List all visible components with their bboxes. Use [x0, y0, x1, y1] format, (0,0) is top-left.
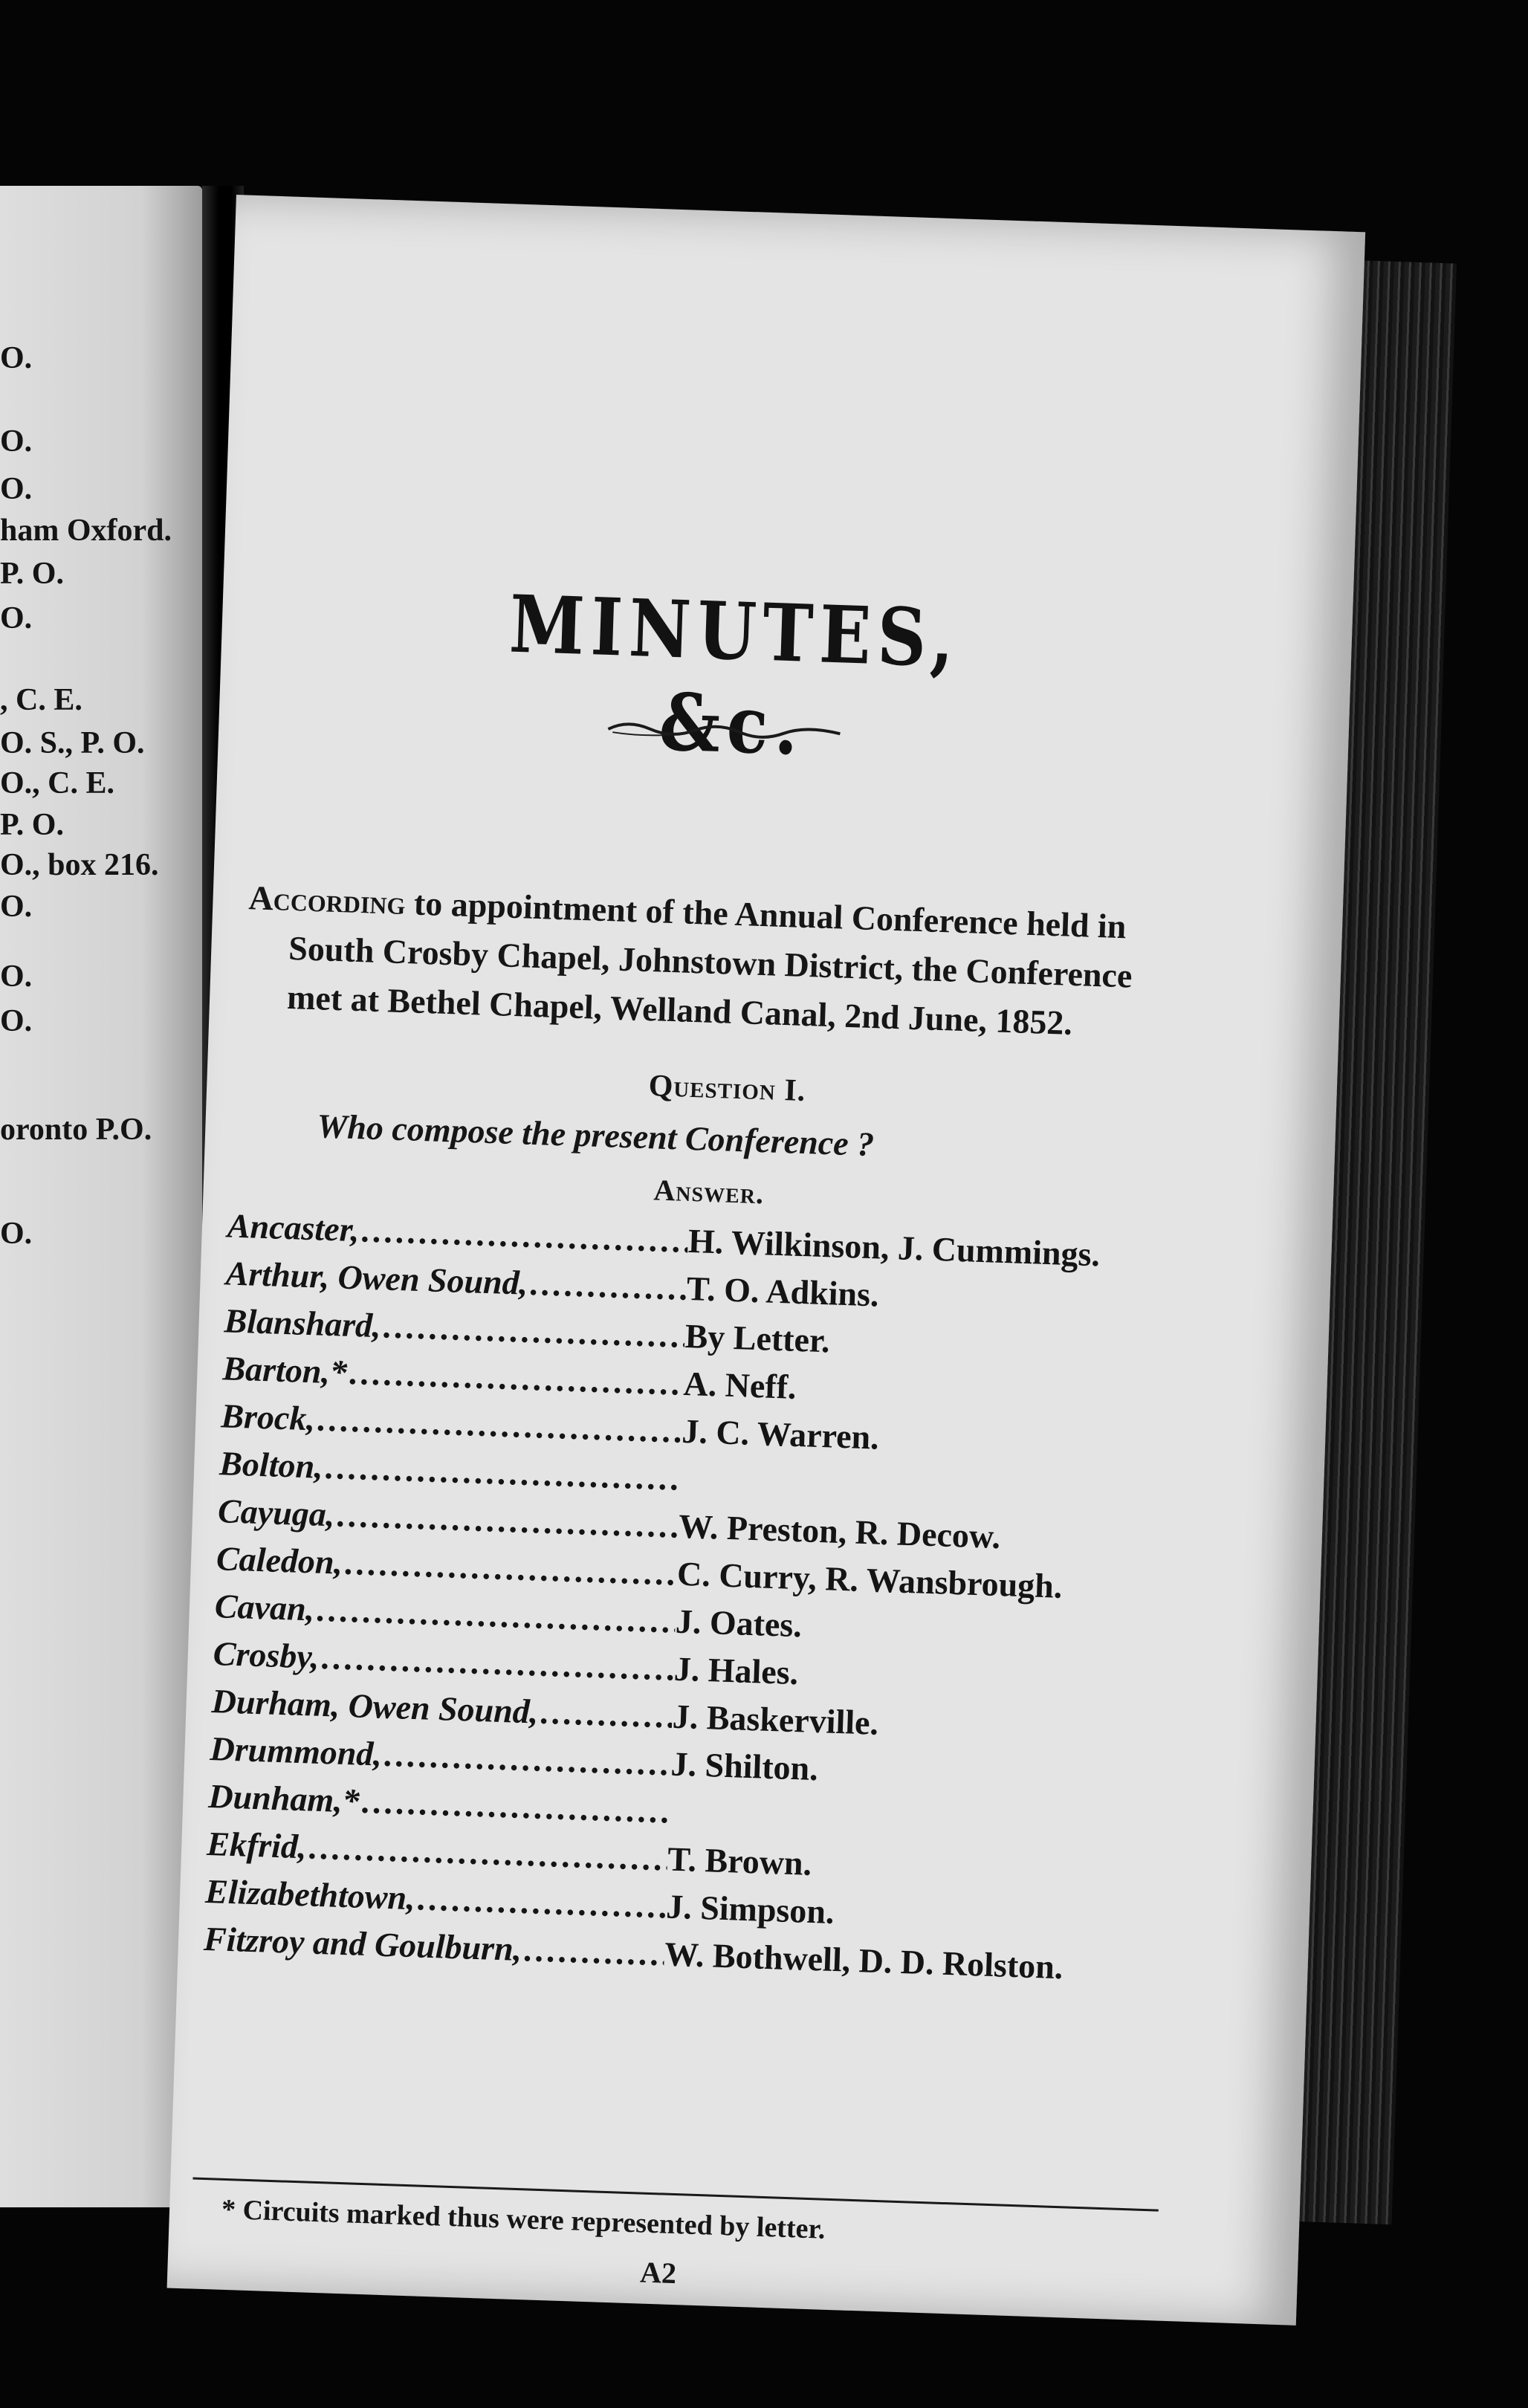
circuit-name: Ancaster,	[227, 1206, 360, 1249]
page-title: MINUTES, &c.	[508, 577, 962, 773]
intro-line-2: South Crosby Chapel, Johnstown District, the Conference	[288, 928, 1133, 995]
circuit-list	[203, 1205, 1260, 2001]
signature-mark: A2	[639, 2255, 677, 2291]
circuit-name: Dunham,*	[207, 1776, 360, 1820]
circuit-preachers: J. Hales.	[673, 1649, 800, 1692]
left-page-line: O.	[0, 601, 33, 635]
circuit-preachers: J. C. Warren.	[681, 1411, 880, 1457]
circuit-preachers: J. Baskerville.	[672, 1697, 879, 1742]
left-page-line: P. O.	[0, 557, 64, 591]
circuit-preachers: A. Neff.	[682, 1364, 797, 1406]
show-through-text	[276, 300, 1303, 364]
circuit-name: Barton,*	[221, 1349, 348, 1391]
intro-line-3: met at Bethel Chapel, Welland Canal, 2nd June, 1852.	[286, 977, 1073, 1042]
circuit-preachers: T. O. Adkins.	[686, 1269, 880, 1314]
footnote: * Circuits marked thus were represented by letter.	[221, 2193, 826, 2245]
left-page-fragment	[0, 186, 202, 2207]
left-page-line: O., C. E.	[0, 766, 115, 800]
left-page-line: O.	[0, 959, 33, 994]
dot-leader	[537, 1692, 673, 1736]
circuit-name: Cayuga,	[217, 1492, 336, 1534]
circuit-preachers: J. Simpson.	[665, 1887, 835, 1931]
left-page-line: O.	[0, 424, 33, 459]
circuit-preachers: W. Bothwell, D. D. Rolston.	[664, 1935, 1064, 1987]
answer-heading: Answer.	[653, 1173, 765, 1211]
intro-lead-word: According	[247, 878, 407, 922]
circuit-name: Drummond,	[209, 1729, 383, 1773]
left-page-line: O., box 216.	[0, 848, 159, 882]
left-page-line: , C. E.	[0, 683, 82, 717]
circuit-name: Brock,	[220, 1396, 316, 1438]
intro-line-1-text: to appointment of the Annual Conference held in	[404, 884, 1127, 946]
left-page-line: O.	[0, 341, 33, 375]
dot-leader	[521, 1929, 665, 1973]
dot-leader	[527, 1263, 687, 1308]
circuit-preachers: T. Brown.	[667, 1839, 812, 1883]
circuit-name: Caledon,	[216, 1539, 343, 1582]
circuit-name: Crosby,	[213, 1634, 320, 1676]
left-page-line: ham Oxford.	[0, 514, 172, 548]
left-page-line: O.	[0, 890, 33, 924]
left-page-line: O. S., P. O.	[0, 726, 145, 760]
dot-leader	[415, 1878, 667, 1926]
circuit-name: Durham, Owen Sound,	[210, 1682, 540, 1731]
circuit-name: Ekfrid,	[206, 1824, 308, 1866]
circuit-preachers: C. Curry, R. Wansbrough.	[676, 1554, 1064, 1605]
left-page-line: O.	[0, 1004, 33, 1038]
circuit-preachers: H. Wilkinson, J. Cummings.	[687, 1221, 1101, 1274]
circuit-preachers: J. Oates.	[675, 1602, 803, 1645]
circuit-preachers: By Letter.	[684, 1316, 831, 1360]
circuit-preachers: J. Shilton.	[670, 1744, 819, 1788]
left-page-line: O.	[0, 472, 33, 506]
left-page-line: O.	[0, 1217, 33, 1251]
circuit-preachers: W. Preston, R. Decow.	[678, 1506, 1002, 1556]
right-page	[167, 195, 1366, 2326]
left-page-line: oronto P.O.	[0, 1113, 152, 1147]
circuit-name: Cavan,	[214, 1587, 315, 1628]
circuit-name: Bolton,	[218, 1444, 324, 1486]
question-text: Who compose the present Conference ?	[316, 1107, 875, 1164]
circuit-name: Blanshard,	[223, 1301, 382, 1345]
dot-leader	[359, 1210, 689, 1260]
left-page-line: P. O.	[0, 808, 64, 842]
circuit-name: Elizabethtown,	[204, 1871, 416, 1917]
circuit-name: Fitzroy and Goulburn,	[203, 1919, 522, 1969]
question-heading: Question I.	[648, 1069, 806, 1109]
circuit-name: Arthur, Owen Sound,	[225, 1254, 529, 1302]
